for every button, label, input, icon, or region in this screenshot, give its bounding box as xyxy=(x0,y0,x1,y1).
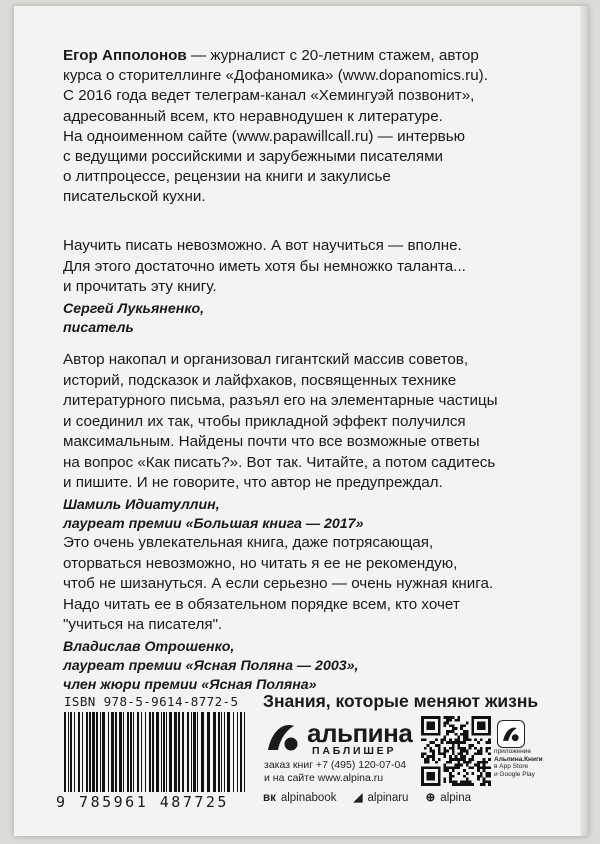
quote-signature-name: Сергей Лукьяненко, xyxy=(63,300,205,317)
review-quote-1 xyxy=(63,236,523,338)
quote-line: историй, подсказок и лайфхаков, посвященных технике xyxy=(63,371,457,389)
quote-line: и пишите. И не говорите, что автор не предупреждал. xyxy=(63,474,443,491)
author-name: Егор Апполонов xyxy=(63,47,187,64)
alpina-logo-icon xyxy=(264,720,302,754)
bio-line-4: адресованный всем, кто неравнодушен к литературе. xyxy=(63,107,443,125)
review-quote-3 xyxy=(63,533,523,695)
plus-circle-icon: ⊕ xyxy=(425,792,436,804)
quote-line: Научить писать невозможно. А вот научиться — вполне. xyxy=(63,237,462,254)
quote-line: Надо читать ее в обязательном порядке всем, кто хочет xyxy=(63,595,460,613)
quote-line: литературного письма, разъял его на элементарные частицы xyxy=(63,392,498,409)
publisher-slogan: Знания, которые меняют жизнь xyxy=(263,691,539,711)
review-quote-2 xyxy=(63,350,523,534)
quote-signature-title: лауреат премии «Большая книга — 2017» xyxy=(63,515,364,532)
bio-line-1: Егор Апполонов — журналист с 20-летним стажем, автор xyxy=(63,47,479,64)
author-bio xyxy=(63,46,523,208)
social-links xyxy=(263,790,485,804)
quote-signature-name: Шамиль Идиатуллин, xyxy=(63,496,220,513)
order-info xyxy=(264,759,406,785)
quote-line: максимальным. Найдены почти что все возможные ответы xyxy=(63,433,480,450)
quote-signature-title: лауреат премии «Ясная Поляна — 2003», xyxy=(63,657,359,674)
social-telegram: ◢ alpinaru xyxy=(353,792,409,804)
quote-line: Для этого достаточно иметь хотя бы немножко таланта... xyxy=(63,257,466,275)
quote-line: Автор накопал и организовал гигантский массив советов, xyxy=(63,351,469,368)
quote-line: и прочитать эту книгу. xyxy=(63,278,217,295)
telegram-icon: ◢ xyxy=(353,792,363,804)
social-alpina: ⊕ alpina xyxy=(425,792,471,804)
barcode-number: 9 785961 487725 xyxy=(56,793,229,811)
quote-line: Это очень увлекательная книга, даже потрясающая, xyxy=(63,534,434,551)
bio-line-3: С 2016 года ведет телеграм-канал «Хемингуэй позвонит», xyxy=(63,87,475,105)
quote-signature-title: писатель xyxy=(63,319,134,336)
bio-line-2: курса о сторителлинге «Дофаномика» (www.dopanomics.ru). xyxy=(63,67,488,85)
qr-code xyxy=(421,716,491,786)
quote-line: на вопрос «Как писать?». Вот так. Читайте, а потом садитесь xyxy=(63,453,496,471)
order-website: и на сайте www.alpina.ru xyxy=(264,772,384,784)
bio-line-5: На одноименном сайте (www.papawillcall.ru) — интервью xyxy=(63,127,466,145)
bio-line-6: с ведущими российскими и зарубежными писателями xyxy=(63,148,444,166)
publisher-subtitle: ПАБЛИШЕР xyxy=(312,745,397,757)
bio-line-8: писательской кухни. xyxy=(63,188,206,206)
quote-line: "учиться на писателя". xyxy=(63,616,223,633)
order-phone: заказ книг +7 (495) 120-07-04 xyxy=(264,759,407,771)
quote-signature-name: Владислав Отрошенко, xyxy=(63,638,235,655)
social-vk: вк alpinabook xyxy=(263,792,337,804)
quote-line: и соединил их так, чтобы прикладной эффект получился xyxy=(63,412,466,430)
quote-signature-title: член жюри премии «Ясная Поляна» xyxy=(63,676,317,693)
cover-edge-shadow xyxy=(580,6,588,836)
isbn-text: ISBN 978-5-9614-8772-5 xyxy=(64,694,239,709)
bio-line-7: о литпроцессе, рецензии на книги и закулисье xyxy=(63,168,391,186)
alpina-books-app-icon xyxy=(497,720,525,748)
quote-line: оторваться невозможно, но читать я ее не рекомендую, xyxy=(63,554,458,572)
app-promo-text: приложение Альпина.Книги в App Store и Google Play xyxy=(494,748,543,778)
barcode xyxy=(62,712,252,792)
quote-line: чтоб не шизануться. А если серьезно — очень нужная книга. xyxy=(63,575,494,592)
vk-icon: вк xyxy=(263,792,276,804)
publisher-name: альпина xyxy=(307,718,413,748)
